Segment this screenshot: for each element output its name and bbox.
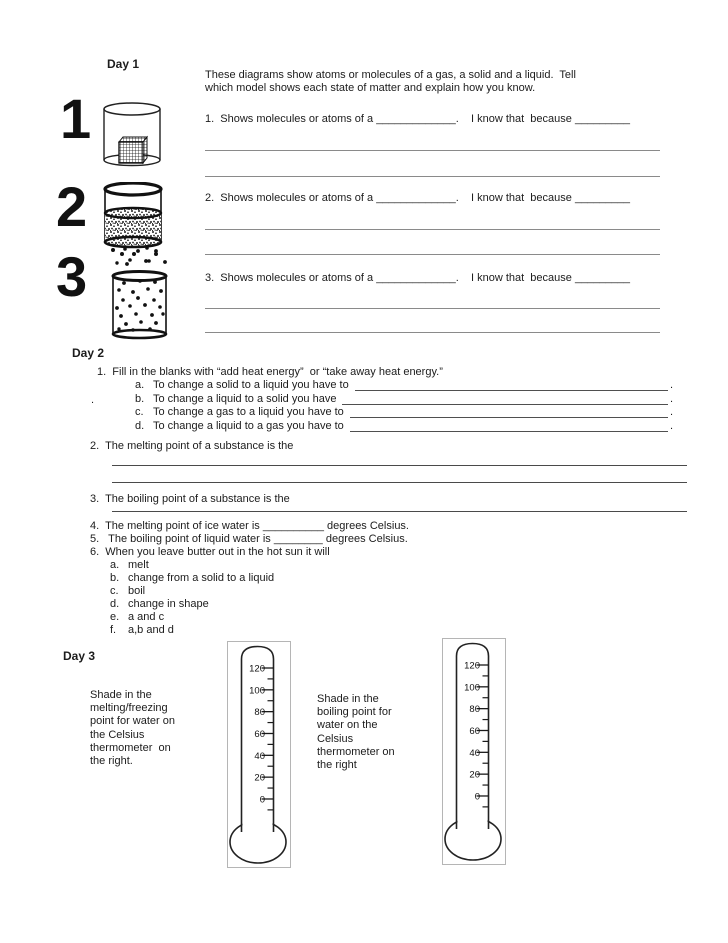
answer-line (112, 482, 687, 483)
gas-particles (115, 279, 165, 332)
day3-right-instruction (317, 693, 395, 772)
note-line: point for water on (90, 715, 175, 728)
option-row (110, 624, 274, 637)
svg-text:60: 60 (254, 728, 265, 740)
option-label: a. (110, 559, 120, 571)
celsius-thermometer-melting (227, 641, 291, 868)
day3-left-instruction (90, 689, 175, 768)
option-row (110, 572, 274, 585)
svg-text:20: 20 (469, 769, 480, 781)
svg-text:100: 100 (249, 685, 265, 697)
gas-cylinder-diagram (110, 248, 172, 340)
svg-text:40: 40 (469, 747, 480, 759)
day2-question-5: 5. The boiling point of liquid water is ________ degrees Celsius. (90, 533, 408, 545)
item-period: . (669, 419, 673, 432)
item-label: d. (135, 419, 145, 432)
figure-number-3: 3 (56, 245, 88, 308)
svg-text:0: 0 (259, 794, 265, 806)
fill-blank-item (135, 392, 673, 405)
option-text: a and c (128, 611, 165, 623)
note-line: Celsius (317, 732, 354, 745)
note-line: boiling point for (317, 706, 392, 719)
option-label: e. (110, 611, 120, 623)
svg-text:120: 120 (464, 660, 480, 672)
answer-line (205, 176, 660, 177)
option-label: c. (110, 585, 119, 597)
option-text: change from a solid to a liquid (128, 572, 275, 584)
note-line: the right. (90, 755, 133, 768)
day1-question-2: 2. Shows molecules or atoms of a _____________. I know that because _________ (205, 192, 631, 204)
answer-line (112, 465, 687, 466)
note-line: thermometer on (317, 745, 395, 758)
svg-text:80: 80 (254, 707, 265, 719)
note-line: Shade in the (90, 689, 152, 701)
stray-period: . (91, 394, 95, 406)
day1-question-3: 3. Shows molecules or atoms of a _____________. I know that because _________ (205, 272, 631, 284)
svg-text:120: 120 (249, 663, 265, 675)
option-label: f. (110, 624, 117, 636)
svg-text:100: 100 (464, 682, 480, 694)
day1-intro-line2: which model shows each state of matter and explain how you know. (205, 82, 536, 94)
fill-blank-item (135, 419, 673, 432)
svg-text:0: 0 (474, 791, 480, 803)
figure-number-2: 2 (56, 175, 88, 238)
option-text: change in shape (128, 598, 209, 610)
option-text: a,b and d (128, 624, 174, 636)
option-label: d. (110, 598, 120, 610)
option-text: melt (128, 559, 149, 571)
option-row (110, 598, 274, 611)
day2-question-2: 2. The melting point of a substance is the (90, 440, 294, 452)
item-period: . (669, 379, 673, 392)
option-label: b. (110, 572, 120, 584)
item-text: To change a gas to a liquid you have to (153, 406, 344, 419)
item-label: b. (135, 392, 145, 405)
escaping-gas-particles (120, 249, 167, 266)
answer-line (205, 254, 660, 255)
item-label: c. (135, 406, 144, 419)
solid-cylinder-diagram (102, 102, 164, 168)
thermometer-illustration (443, 639, 505, 864)
blank-line (342, 394, 667, 405)
svg-text:80: 80 (469, 704, 480, 716)
note-line: the right (317, 759, 357, 772)
day1-question-1: 1. Shows molecules or atoms of a _____________. I know that because _________ (205, 113, 631, 125)
figure-number-1: 1 (60, 87, 92, 150)
day3-heading: Day 3 (63, 649, 96, 663)
celsius-thermometer-boiling (442, 638, 506, 865)
note-line: water on the (317, 719, 378, 732)
day2-question-4: 4. The melting point of ice water is __________ degrees Celsius. (90, 520, 409, 532)
answer-line (112, 511, 687, 512)
blank-line (355, 380, 668, 391)
item-text: To change a liquid to a solid you have (153, 392, 337, 405)
answer-line (205, 308, 660, 309)
option-text: boil (128, 585, 146, 597)
item-text: To change a liquid to a gas you have to (153, 419, 344, 432)
item-label: a. (135, 379, 145, 392)
day2-question-6: 6. When you leave butter out in the hot sun it will (90, 546, 330, 558)
option-row (110, 559, 274, 572)
day2-question-3: 3. The boiling point of a substance is the (90, 493, 290, 505)
blank-line (350, 407, 668, 418)
svg-text:20: 20 (254, 772, 265, 784)
day2-heading: Day 2 (72, 346, 105, 360)
option-row (110, 585, 274, 598)
svg-text:40: 40 (254, 750, 265, 762)
item-period: . (669, 406, 673, 419)
item-text: To change a solid to a liquid you have to (153, 379, 349, 392)
day2-q1-items (135, 379, 673, 433)
answer-line (205, 150, 660, 151)
answer-line (205, 332, 660, 333)
item-period: . (669, 392, 673, 405)
blank-line (350, 421, 668, 432)
fill-blank-item (135, 379, 673, 392)
svg-text:60: 60 (469, 725, 480, 737)
option-row (110, 611, 274, 624)
thermometer-illustration (228, 642, 290, 867)
note-line: the Celsius (90, 728, 145, 741)
note-line: Shade in the (317, 693, 379, 705)
fill-blank-item (135, 406, 673, 419)
day2-q6-options (110, 559, 274, 637)
day2-question-1: 1. Fill in the blanks with “add heat energy” or “take away heat energy.” (97, 366, 443, 378)
day1-intro-line1: These diagrams show atoms or molecules of a gas, a solid and a liquid. Tell (205, 69, 576, 81)
day1-heading: Day 1 (107, 57, 140, 71)
note-line: melting/freezing (90, 702, 168, 715)
note-line: thermometer on (90, 741, 171, 754)
day1-intro (205, 69, 576, 95)
answer-line (205, 229, 660, 230)
